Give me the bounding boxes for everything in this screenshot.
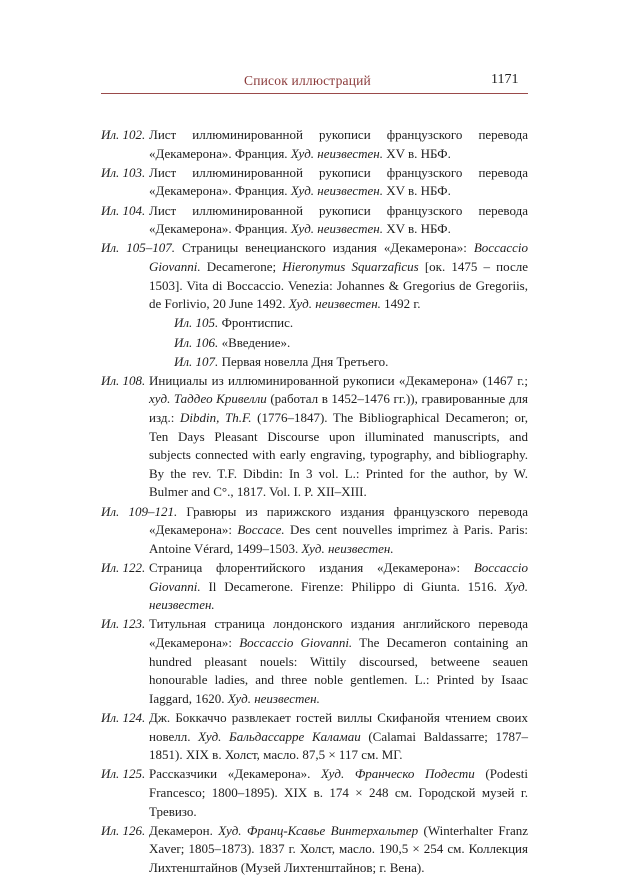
entry-label: Ил. 126.	[101, 822, 146, 838]
list-item	[101, 765, 528, 821]
entry-text: Decamerone;	[200, 258, 283, 274]
illustration-list	[101, 126, 528, 877]
entry-text: Титульная страница лондонского издания английского перевода «Декамерона»:	[149, 616, 528, 650]
list-item	[101, 709, 528, 765]
entry-text: XV в. НБФ.	[382, 221, 451, 237]
entry-text: XV в. НБФ.	[382, 145, 451, 161]
sub-list-item	[101, 334, 528, 353]
entry-label: Ил. 106.	[174, 334, 219, 350]
entry-text: XV в. НБФ.	[382, 183, 451, 199]
entry-italic: Dibdin, Th.F.	[179, 410, 252, 426]
entry-text: [ок. 1475 – после 1503]. Vita di Boccaccio. Venezia: Johannes & Gregorius de Gregoriis, de Forlivio, 20 June 1492.	[149, 258, 528, 312]
entry-italic: Hieronymus Squarzaficus	[282, 258, 419, 274]
page-number: 1171	[491, 72, 519, 87]
entry-text: Инициалы из иллюминированной рукописи «Декамерона» (1467 г.;	[149, 372, 528, 388]
entry-label: Ил. 108.	[101, 372, 146, 388]
entry-label: Ил. 105.	[174, 315, 219, 331]
entry-label: Ил. 102.	[101, 127, 146, 142]
entry-text: (1776–1847). The Bibliographical Decameron; or, Ten Days Pleasant Discourse upon illuminated manuscripts, and subjects connected with early engraving, typography, and bibliography. By the rev. T.F. Dibdin: In 3 vol. L.: Printed for the author, by W. Bulmer and C°., 1817. Vol. I. P. XII–XIII.	[149, 410, 528, 500]
entry-italic: Худ. Бальдассарре Каламаи	[198, 728, 361, 744]
entry-italic: Худ. неизвестен.	[149, 578, 528, 613]
list-item-body	[101, 503, 528, 559]
entry-italic: Худ. Франц-Ксавье Винтерхальтер	[218, 822, 419, 838]
entry-text: Лист иллюминированной рукописи французского перевода «Декамерона». Франция.	[149, 202, 528, 237]
entry-italic: Boccaccio Giovanni.	[149, 240, 528, 274]
entry-text: Гравюры из парижского издания французского перевода «Декамерона»:	[149, 503, 528, 538]
entry-label: Ил. 109–121.	[101, 503, 178, 519]
list-item	[101, 372, 528, 502]
entry-text: Des cent nouvelles imprimez à Paris. Paris: Antoine Vérard, 1499–1503.	[149, 522, 528, 556]
list-item	[101, 503, 528, 559]
entry-italic: Худ. неизвестен.	[290, 221, 383, 237]
list-item	[101, 164, 528, 201]
entry-italic: Boccaccio Giovanni.	[239, 634, 353, 650]
entry-italic: худ. Таддео Кривелли	[149, 391, 267, 407]
entry-label: Ил. 104.	[101, 202, 146, 218]
entry-label: Ил. 105–107.	[101, 240, 176, 256]
entry-text: Il Decamerone. Firenze: Philippo di Giunta. 1516.	[200, 578, 505, 594]
entry-label: Ил. 122.	[101, 560, 146, 575]
entry-text: Страницы венецианского издания «Декамерона»:	[175, 240, 474, 256]
entry-text: «Введение».	[218, 334, 291, 350]
entry-italic: Худ. неизвестен.	[290, 183, 383, 199]
entry-label: Ил. 124.	[101, 709, 146, 725]
entry-text: Декамерон.	[149, 822, 219, 838]
entry-italic: Худ. Франческо Подести	[320, 766, 475, 782]
entry-text: Страница флорентийского издания «Декамерона»:	[149, 560, 474, 575]
entry-text: (работал в 1452–1476 гг.)), гравированные для изд.:	[149, 391, 528, 426]
entry-italic: Худ. неизвестен.	[288, 296, 381, 312]
entry-text: (Podesti Francesco; 1800–1895). XIX в. 174 × 248 см. Городской музей г. Тревизо.	[149, 766, 528, 819]
entry-text: 1492 г.	[380, 296, 421, 312]
entry-label: Ил. 103.	[101, 164, 146, 180]
entry-text: Лист иллюминированной рукописи французского перевода «Декамерона». Франция.	[149, 127, 528, 161]
sub-list-item	[101, 353, 528, 372]
entry-text: (Calamai Baldassarre; 1787–1851). XIX в. Холст, масло. 87,5 × 117 см. МГ.	[149, 728, 528, 763]
list-item-body	[101, 239, 528, 313]
entry-italic: Худ. неизвестен.	[227, 690, 320, 706]
list-item	[101, 202, 528, 239]
sub-list-item	[101, 314, 528, 333]
header-rule	[101, 93, 528, 94]
entry-text: Первая новелла Дня Третьего.	[218, 353, 389, 369]
entry-text: Дж. Боккаччо развлекает гостей виллы Скифанойя чтением своих новелл.	[149, 709, 528, 744]
entry-text: (Winterhalter Franz Xaver; 1805–1873). 1837 г. Холст, масло. 190,5 × 254 см. Коллекция Лихтенштайнов (Музей Лихтенштайнов; г. Вена).	[149, 822, 529, 875]
entry-italic: Худ. неизвестен.	[290, 145, 383, 161]
entry-italic: Boccaccio Giovanni.	[149, 560, 528, 594]
entry-text: Рассказчики «Декамерона».	[149, 766, 321, 782]
list-item	[101, 239, 528, 313]
list-item	[101, 822, 528, 877]
entry-italic: Худ. неизвестен.	[301, 540, 394, 556]
entry-text: Фронтиспис.	[218, 315, 294, 331]
running-header-title: Список иллюстраций	[244, 73, 371, 88]
entry-text: The Decameron containing an hundred pleasant nouels: Wittily discoursed, betweene seauen honourable ladies, and three noble gentlemen. L.: Printed by Isaac Iaggard, 1620.	[149, 634, 528, 706]
entry-label: Ил. 107.	[174, 353, 219, 369]
list-item	[101, 615, 528, 708]
entry-text: Лист иллюминированной рукописи французского перевода «Декамерона». Франция.	[149, 164, 528, 199]
entry-italic: Boccace.	[237, 522, 285, 538]
entry-label: Ил. 125.	[101, 766, 146, 782]
list-item	[101, 126, 528, 163]
list-item	[101, 559, 528, 615]
entry-label: Ил. 123.	[101, 616, 146, 632]
